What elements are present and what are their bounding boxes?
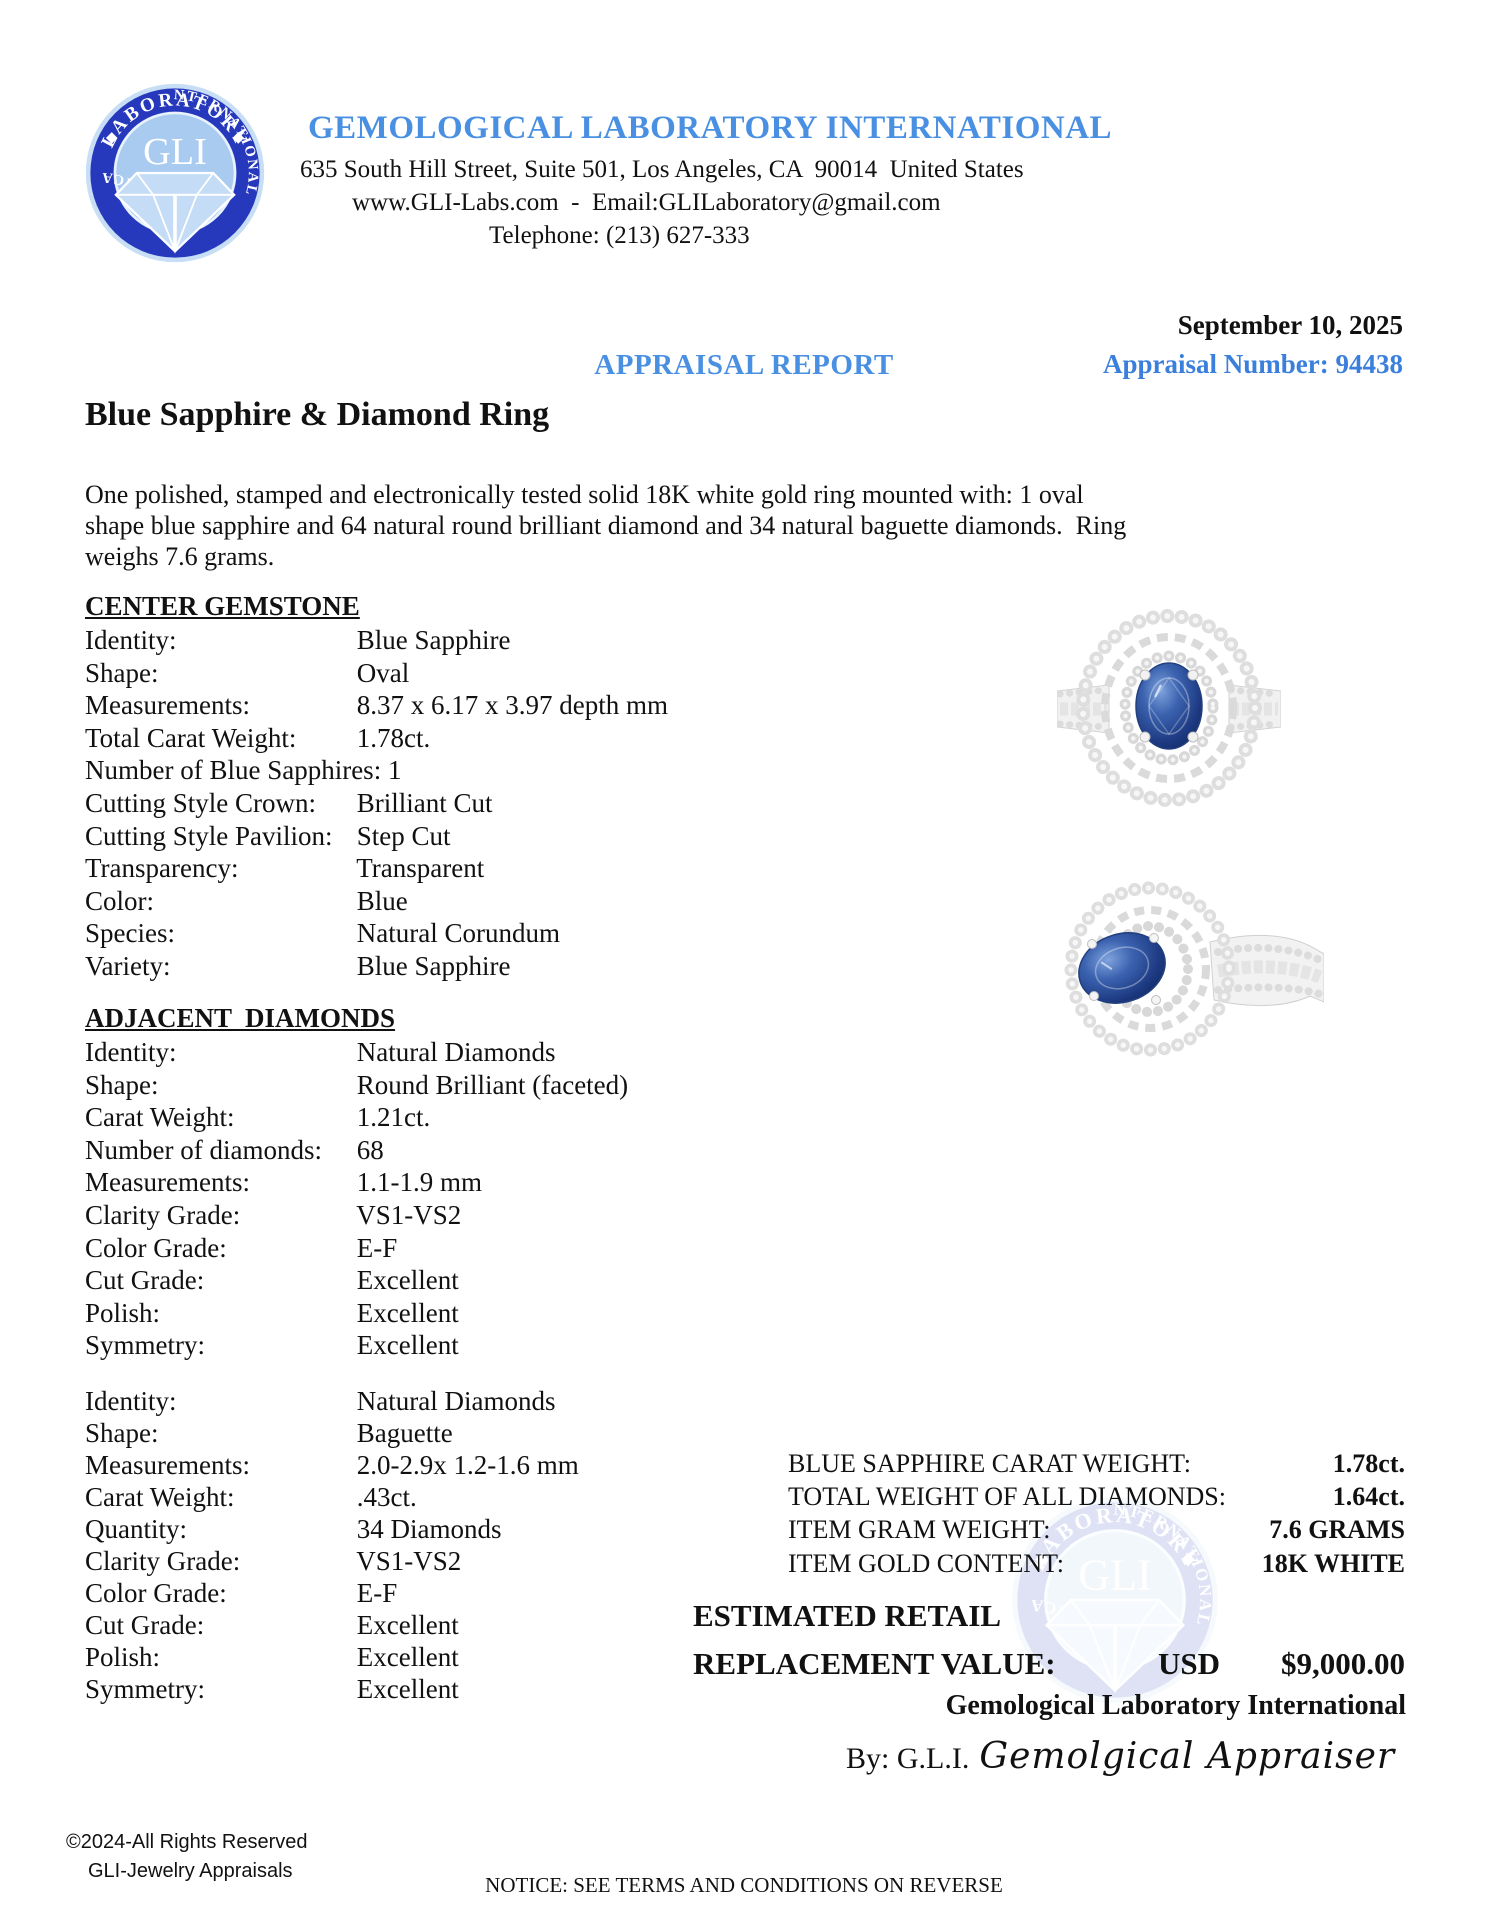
summary-row bbox=[788, 1547, 1405, 1580]
spec-value: Excellent bbox=[356, 1674, 459, 1704]
spec-value: Excellent bbox=[356, 1297, 459, 1328]
summary-row bbox=[788, 1447, 1405, 1480]
spec-value: Round Brilliant (faceted) bbox=[356, 1069, 629, 1100]
spec-label: Color Grade: bbox=[85, 1232, 227, 1263]
center-gemstone-heading: CENTER GEMSTONE bbox=[85, 591, 360, 621]
spec-row bbox=[85, 820, 668, 853]
spec-label: Measurements: bbox=[85, 690, 250, 721]
adjacent-diamonds-heading: ADJACENT DIAMONDS bbox=[85, 1003, 396, 1033]
estimated-value-block bbox=[693, 1592, 1405, 1688]
spec-label: Symmetry: bbox=[85, 1674, 205, 1704]
spec-row bbox=[85, 1481, 579, 1513]
signature-organization: Gemological Laboratory International bbox=[945, 1690, 1406, 1721]
spec-value: 1.1-1.9 mm bbox=[356, 1167, 482, 1198]
summary-value: 18K WHITE bbox=[1261, 1548, 1405, 1578]
spec-value: Blue bbox=[356, 885, 408, 916]
spec-row bbox=[85, 1577, 579, 1609]
signature-by-line bbox=[846, 1736, 1395, 1777]
organization-web-email: www.GLI-Labs.com - Email:GLILaboratory@gmail.com bbox=[352, 189, 941, 216]
spec-value: Oval bbox=[356, 657, 410, 688]
estimated-retail-line: ESTIMATED RETAIL bbox=[693, 1598, 1002, 1633]
summary-row bbox=[788, 1480, 1405, 1513]
spec-row bbox=[85, 852, 668, 885]
spec-label: Identity: bbox=[85, 1386, 177, 1416]
spec-value: VS1-VS2 bbox=[356, 1546, 462, 1576]
summary-row bbox=[788, 1513, 1405, 1546]
organization-address: 635 South Hill Street, Suite 501, Los Angeles, CA 90014 United States bbox=[300, 156, 1024, 183]
spec-row bbox=[85, 624, 668, 657]
spec-value: Brilliant Cut bbox=[356, 787, 493, 818]
spec-value: Transparent bbox=[356, 853, 485, 884]
replacement-value-label: REPLACEMENT VALUE: bbox=[693, 1646, 1056, 1681]
spec-label: Number of diamonds: bbox=[85, 1134, 322, 1165]
spec-row bbox=[85, 689, 668, 722]
spec-row bbox=[85, 1329, 628, 1362]
spec-label: Carat Weight: bbox=[85, 1102, 235, 1133]
spec-label: Measurements: bbox=[85, 1450, 250, 1480]
spec-row bbox=[85, 1036, 628, 1069]
spec-value: E-F bbox=[356, 1578, 398, 1608]
summary-section bbox=[788, 1447, 1405, 1580]
spec-row bbox=[85, 1297, 628, 1330]
summary-label: TOTAL WEIGHT OF ALL DIAMONDS: bbox=[788, 1482, 1226, 1512]
spec-value: Excellent bbox=[356, 1330, 459, 1361]
spec-label: Cut Grade: bbox=[85, 1610, 205, 1640]
copyright-company: GLI-Jewelry Appraisals bbox=[88, 1860, 293, 1882]
ring-photo-top-view bbox=[1057, 593, 1281, 823]
summary-label: ITEM GRAM WEIGHT: bbox=[788, 1515, 1051, 1545]
item-description: One polished, stamped and electronically tested solid 18K white gold ring mounted with: 1 oval shape blue sapphire and 64 natural round brilliant diamond and 34 natural baguette diamonds. Ring weighs 7.6 grams. bbox=[85, 480, 1133, 571]
spec-value: 68 bbox=[356, 1134, 384, 1165]
spec-row bbox=[85, 1545, 579, 1577]
spec-row bbox=[85, 1417, 579, 1449]
spec-row bbox=[85, 1069, 628, 1102]
spec-value: 8.37 x 6.17 x 3.97 depth mm bbox=[356, 690, 668, 721]
spec-label: Transparency: bbox=[85, 853, 239, 884]
spec-value: .43ct. bbox=[356, 1482, 417, 1512]
spec-value: 1.78ct. bbox=[356, 722, 431, 753]
spec-row bbox=[85, 787, 668, 820]
summary-label: BLUE SAPPHIRE CARAT WEIGHT: bbox=[788, 1449, 1191, 1478]
spec-value: Excellent bbox=[356, 1265, 459, 1296]
spec-label: Polish: bbox=[85, 1297, 161, 1328]
spec-label: Symmetry: bbox=[85, 1330, 205, 1361]
spec-label: Species: bbox=[85, 918, 175, 949]
spec-value: 2.0-2.9x 1.2-1.6 mm bbox=[356, 1450, 579, 1480]
spec-label: Variety: bbox=[85, 950, 171, 981]
currency-label: USD bbox=[1158, 1646, 1221, 1681]
adjacent-diamonds-section bbox=[85, 1000, 628, 1362]
spec-row bbox=[85, 950, 668, 983]
spec-row bbox=[85, 1166, 628, 1199]
spec-label: Total Carat Weight: bbox=[85, 722, 297, 753]
spec-row bbox=[85, 754, 668, 787]
spec-value: 34 Diamonds bbox=[356, 1514, 502, 1544]
spec-value: Excellent bbox=[356, 1610, 459, 1640]
spec-value: Blue Sapphire bbox=[356, 950, 511, 981]
spec-label: Shape: bbox=[85, 1418, 159, 1448]
copyright-line: ©2024-All Rights Reserved bbox=[66, 1831, 308, 1853]
spec-value: Baguette bbox=[356, 1418, 453, 1448]
spec-row bbox=[85, 1641, 579, 1673]
spec-row bbox=[85, 1264, 628, 1297]
spec-row bbox=[85, 1101, 628, 1134]
spec-label: Number of Blue Sapphires: bbox=[85, 755, 382, 786]
summary-value: 1.64ct. bbox=[1332, 1482, 1405, 1512]
spec-value: VS1-VS2 bbox=[356, 1199, 462, 1230]
center-gemstone-section bbox=[85, 588, 668, 983]
appraisal-number: Appraisal Number: 94438 bbox=[1102, 349, 1403, 379]
spec-value: Step Cut bbox=[356, 820, 451, 851]
signature-by-prefix: By: G.L.I. bbox=[846, 1742, 970, 1775]
spec-row bbox=[85, 885, 668, 918]
spec-label: Polish: bbox=[85, 1642, 161, 1672]
spec-value: 1 bbox=[387, 755, 402, 786]
spec-row bbox=[85, 1609, 579, 1641]
spec-row bbox=[85, 1199, 628, 1232]
spec-label: Cut Grade: bbox=[85, 1265, 205, 1296]
spec-label: Color: bbox=[85, 885, 155, 916]
spec-label: Identity: bbox=[85, 625, 177, 655]
spec-value: Excellent bbox=[356, 1642, 459, 1672]
spec-value: Natural Diamonds bbox=[356, 1037, 556, 1067]
spec-value: E-F bbox=[356, 1232, 398, 1263]
organization-telephone: Telephone: (213) 627-333 bbox=[489, 222, 750, 249]
summary-value: 7.6 GRAMS bbox=[1269, 1515, 1405, 1545]
summary-value: 1.78ct. bbox=[1332, 1449, 1405, 1478]
spec-row bbox=[85, 917, 668, 950]
spec-label: Identity: bbox=[85, 1037, 177, 1067]
spec-label: Color Grade: bbox=[85, 1578, 227, 1608]
appraiser-signature: Gemolgical Appraiser bbox=[979, 1736, 1396, 1777]
spec-label: Shape: bbox=[85, 657, 159, 688]
spec-row bbox=[85, 1513, 579, 1545]
spec-row bbox=[85, 1134, 628, 1167]
terms-notice: NOTICE: SEE TERMS AND CONDITIONS ON REVERSE bbox=[485, 1873, 1003, 1897]
spec-label: Clarity Grade: bbox=[85, 1199, 241, 1230]
spec-row bbox=[85, 1385, 579, 1417]
spec-label: Carat Weight: bbox=[85, 1482, 235, 1512]
baguette-diamonds-section bbox=[85, 1385, 579, 1705]
spec-row bbox=[85, 1673, 579, 1705]
summary-label: ITEM GOLD CONTENT: bbox=[788, 1548, 1064, 1578]
gli-logo bbox=[84, 82, 266, 264]
spec-row bbox=[85, 1449, 579, 1481]
spec-label: Quantity: bbox=[85, 1514, 187, 1544]
spec-value: Natural Corundum bbox=[356, 918, 560, 949]
spec-label: Cutting Style Pavilion: bbox=[85, 820, 333, 851]
spec-label: Cutting Style Crown: bbox=[85, 787, 317, 818]
spec-label: Shape: bbox=[85, 1069, 159, 1100]
item-title: Blue Sapphire & Diamond Ring bbox=[85, 396, 550, 433]
report-date: September 10, 2025 bbox=[1177, 310, 1403, 340]
organization-name: GEMOLOGICAL LABORATORY INTERNATIONAL bbox=[308, 110, 1113, 146]
spec-row bbox=[85, 1232, 628, 1265]
report-title: APPRAISAL REPORT bbox=[594, 349, 894, 381]
spec-row bbox=[85, 722, 668, 755]
spec-row bbox=[85, 657, 668, 690]
spec-label: Clarity Grade: bbox=[85, 1546, 241, 1576]
appraised-amount: $9,000.00 bbox=[1281, 1646, 1405, 1681]
ring-photo-side-view bbox=[1052, 868, 1324, 1072]
replacement-value-line bbox=[693, 1640, 1405, 1688]
spec-value: 1.21ct. bbox=[356, 1102, 431, 1133]
spec-value: Natural Diamonds bbox=[356, 1386, 556, 1416]
spec-label: Measurements: bbox=[85, 1167, 250, 1198]
spec-value: Blue Sapphire bbox=[356, 625, 511, 655]
